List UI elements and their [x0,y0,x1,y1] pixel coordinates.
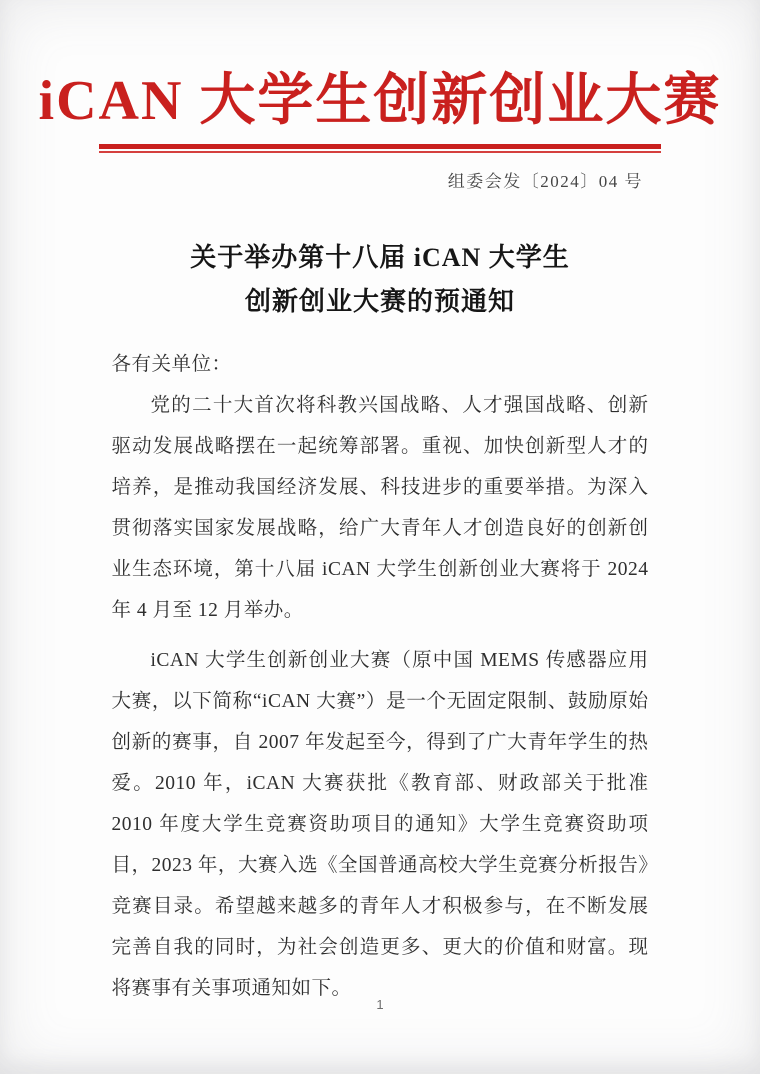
document-number: 组委会发〔2024〕04 号 [447,172,643,192]
notice-body [0,236,760,1009]
notice-title-line-2: 创新创业大赛的预通知 [244,287,515,317]
letterhead-rule-thick-line [99,144,661,149]
body-text [112,344,649,1009]
letterhead-rule [99,144,661,153]
notice-title-line-1: 关于举办第十八届 iCAN 大学生 [190,243,570,273]
page-number: 1 [376,997,384,1012]
letterhead-rule-thin-line [99,151,661,153]
letterhead-title: iCAN 大学生创新创业大赛 [38,70,722,132]
salutation: 各有关单位： [111,354,232,376]
paragraph-2: iCAN 大学生创新创业大赛（原中国 MEMS 传感器应用大赛，以下简称“iCAN 大赛”）是一个无固定限制、鼓励原始创新的赛事，自 2007 年发起至今，得到了广大青年学生的热爱。2010 年，iCAN 大赛获批《教育部、财政部关于批准 2010 年度大学生竞赛资助项目的通知》大学生竞赛资助项目，2023 年，大赛入选《全国普通高校大学生竞赛分析报告》竞赛目录。希望越来越多的青年人才积极参与，在不断发展完善自我的同时，为社会创造更多、更大的价值和财富。现将赛事有关事项通知如下。 [111,650,649,1000]
letterhead [0,62,760,192]
notice-title [0,236,760,324]
paragraph-1: 党的二十大首次将科教兴国战略、人才强国战略、创新驱动发展战略摆在一起统筹部署。重视、加快创新型人才的培养，是推动我国经济发展、科技进步的重要举措。为深入贯彻落实国家发展战略，给广大青年人才创造良好的创新创业生态环境，第十八届 iCAN 大学生创新创业大赛将于 2024 年 4 月至 12 月举办。 [111,395,649,622]
